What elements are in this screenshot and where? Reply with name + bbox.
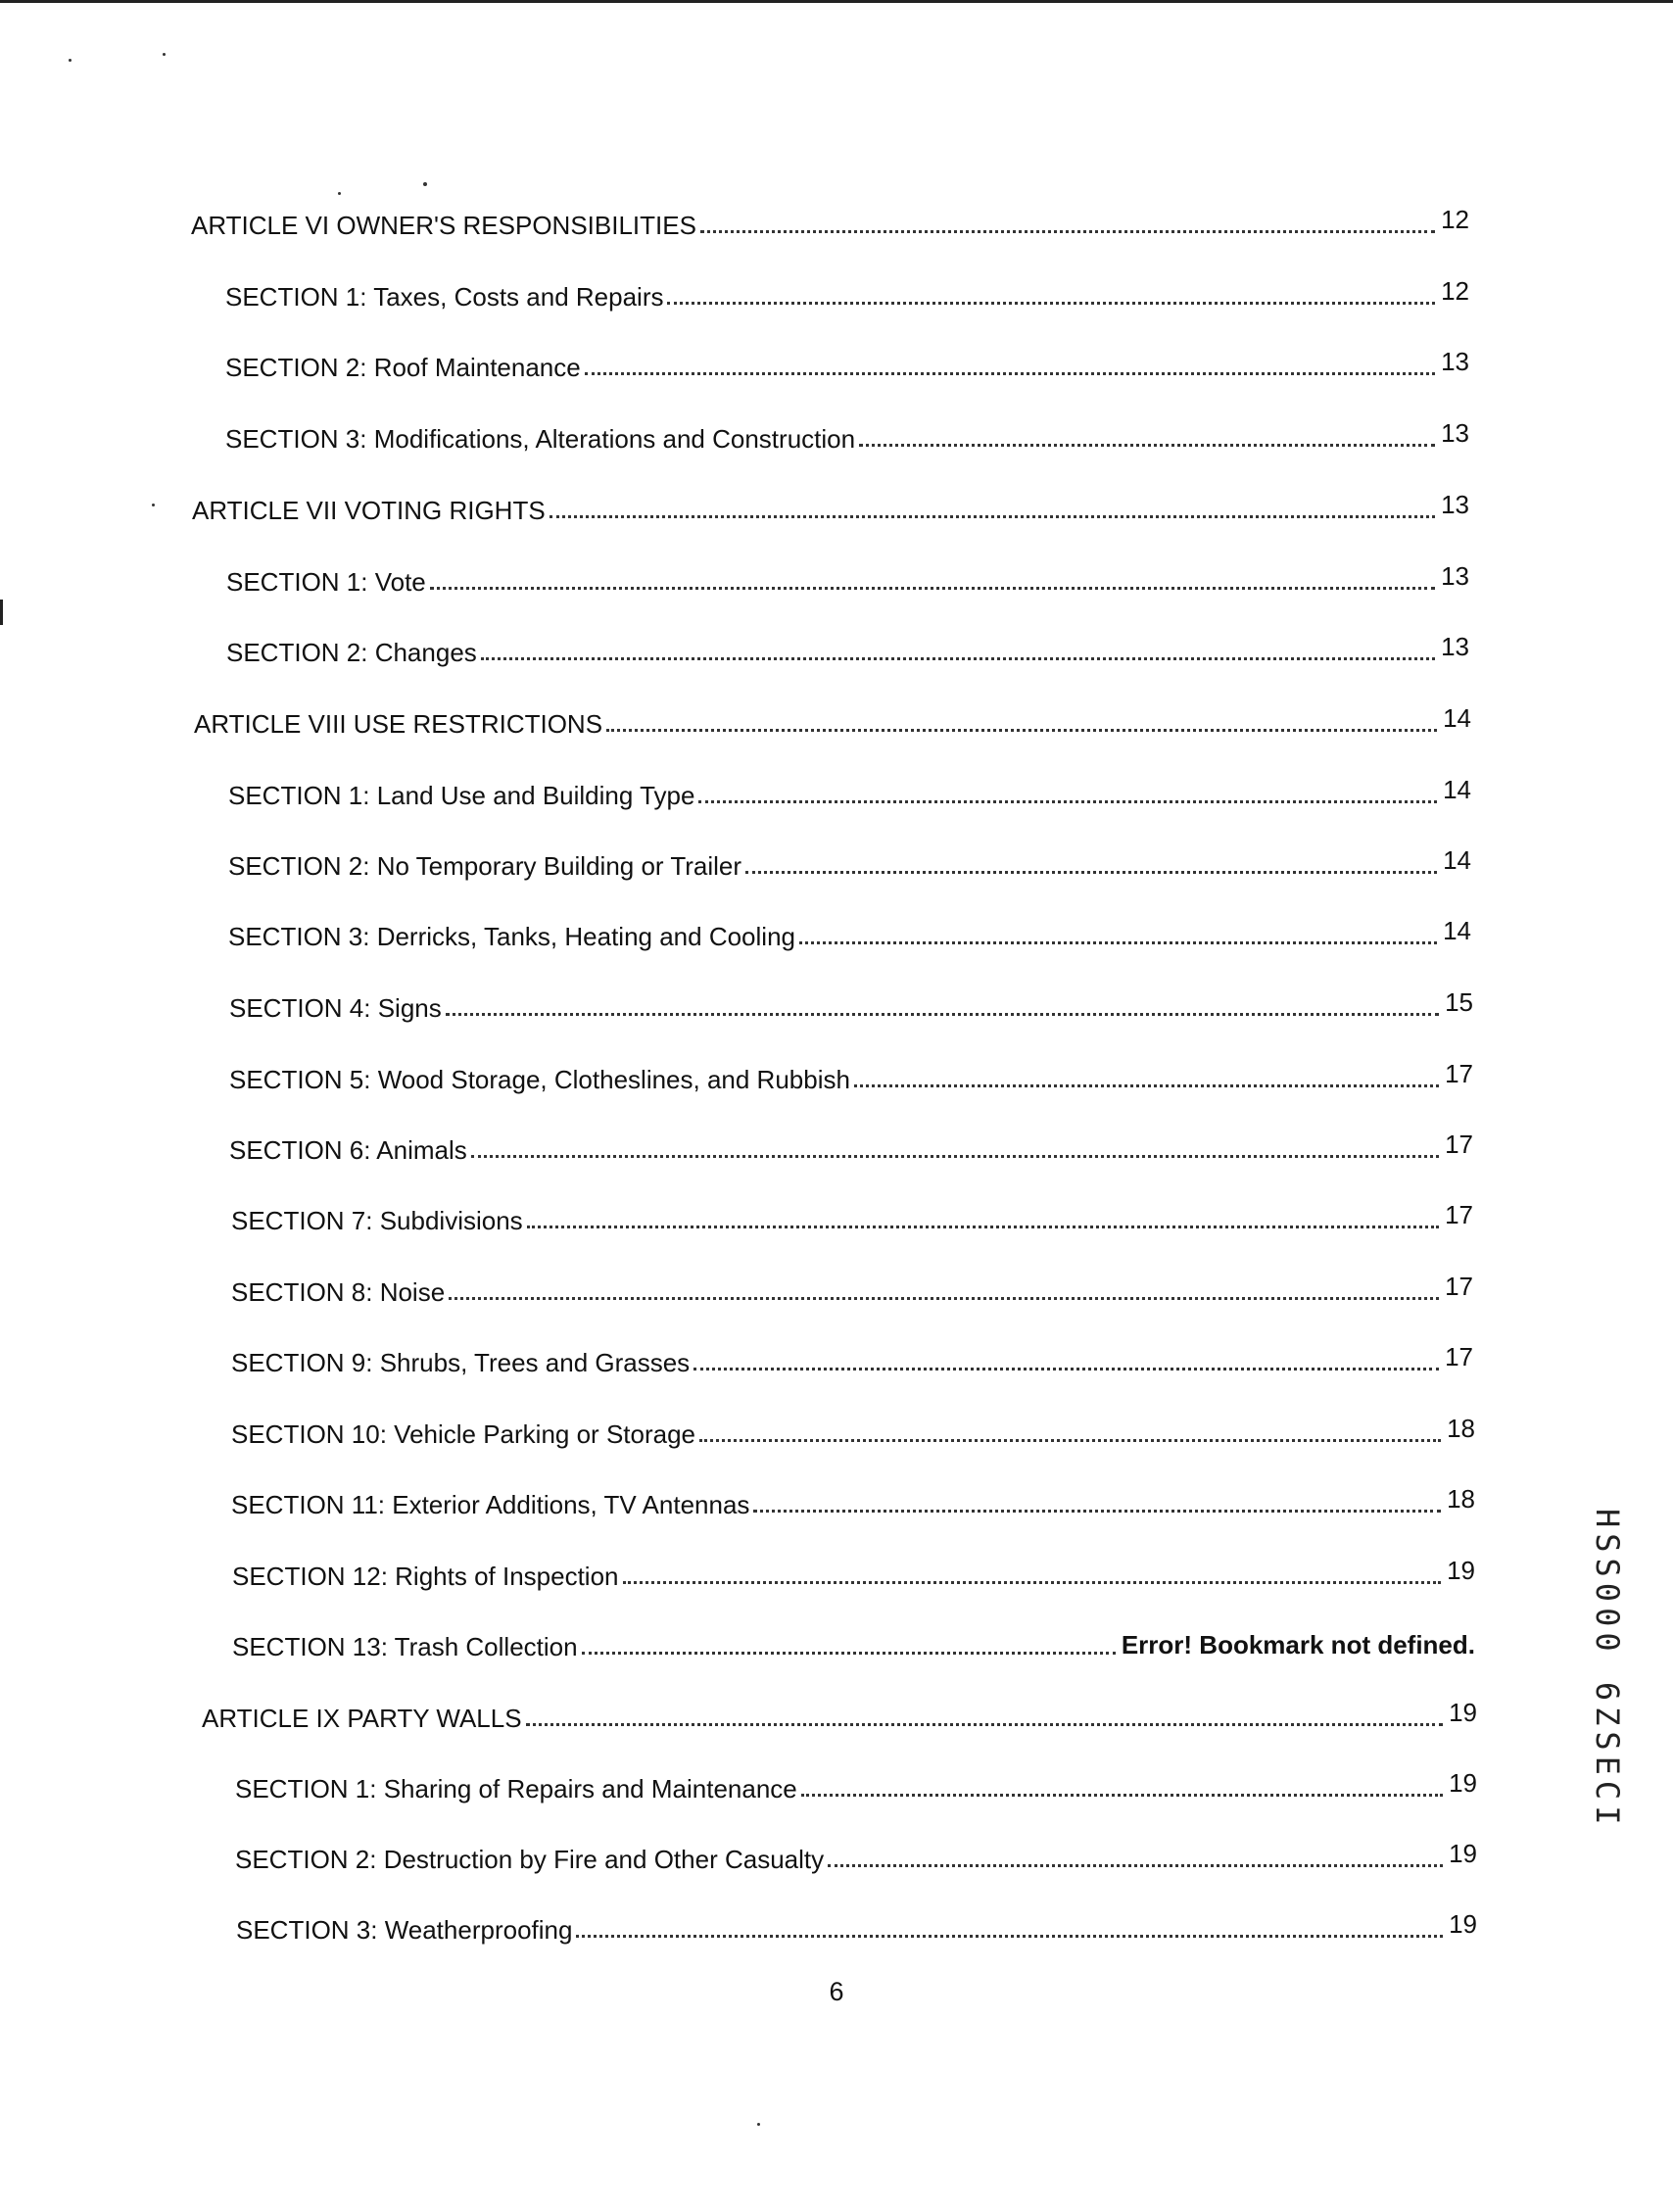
toc-section-entry [231,1339,1473,1378]
toc-page-number: 14 [1443,703,1471,733]
toc-entry-label: ARTICLE VII VOTING RIGHTS [192,496,546,525]
toc-page-number: 19 [1449,1839,1477,1868]
toc-page-number: 18 [1447,1414,1475,1443]
toc-dot-leader [527,1226,1439,1228]
page-number: 6 [829,1977,844,2006]
toc-article-entry [192,487,1469,526]
toc-section-entry [228,913,1471,952]
toc-dot-leader [799,941,1437,944]
toc-page-number: 13 [1441,561,1469,591]
toc-dot-leader [550,515,1435,518]
toc-dot-leader [700,230,1435,233]
toc-page-number: 17 [1445,1272,1473,1301]
toc-entry-label: SECTION 2: Roof Maintenance [225,353,581,382]
toc-entry-label: SECTION 3: Weatherproofing [236,1915,573,1945]
toc-page-number: 13 [1441,632,1469,661]
toc-entry-label: ARTICLE IX PARTY WALLS [202,1704,522,1733]
toc-section-entry [229,1127,1473,1166]
toc-entry-label: SECTION 1: Vote [226,567,426,597]
toc-section-entry [229,985,1473,1024]
toc-entry-label: SECTION 6: Animals [229,1135,467,1165]
toc-section-entry [229,1056,1473,1095]
toc-dot-leader [449,1297,1439,1300]
toc-entry-label: ARTICLE VIII USE RESTRICTIONS [194,709,603,739]
toc-page-number: 17 [1445,1130,1473,1159]
toc-dot-leader [828,1864,1443,1867]
toc-entry-label: SECTION 13: Trash Collection [232,1632,578,1661]
toc-section-entry [231,1481,1475,1520]
toc-error-message: Error! Bookmark not defined. [1121,1630,1475,1659]
toc-dot-leader [446,1013,1439,1016]
toc-dot-leader [623,1581,1442,1584]
toc-section-entry [228,842,1471,882]
toc-page-number: 19 [1449,1698,1477,1727]
toc-section-entry [225,344,1469,383]
toc-entry-label: SECTION 5: Wood Storage, Clotheslines, and Rubbish [229,1065,850,1094]
toc-article-entry [191,202,1469,241]
toc-entry-label: SECTION 10: Vehicle Parking or Storage [231,1419,696,1449]
toc-page-number: 14 [1443,845,1471,875]
toc-dot-leader [481,657,1435,660]
toc-entry-label: SECTION 1: Taxes, Costs and Repairs [225,282,664,312]
toc-entry-label: SECTION 2: No Temporary Building or Trailer [228,851,742,881]
toc-section-entry [235,1836,1477,1875]
toc-dot-leader [745,871,1437,874]
toc-entry-label: SECTION 1: Land Use and Building Type [228,781,695,810]
toc-page-number: 13 [1441,490,1469,519]
toc-entry-label: ARTICLE VI OWNER'S RESPONSIBILITIES [191,211,696,240]
toc-dot-leader [430,587,1435,590]
toc-dot-leader [471,1155,1439,1158]
toc-entry-label: SECTION 11: Exterior Additions, TV Antennas [231,1490,750,1519]
toc-section-entry [235,1765,1477,1804]
toc-section-entry [228,772,1471,811]
toc-section-entry [236,1906,1477,1946]
toc-page-number: 12 [1441,205,1469,234]
toc-page-number: 18 [1447,1484,1475,1514]
toc-dot-leader [585,372,1435,375]
toc-dot-leader [801,1794,1443,1797]
toc-dot-leader [606,729,1437,732]
toc-entry-label: SECTION 12: Rights of Inspection [232,1562,619,1591]
toc-dot-leader [693,1368,1439,1370]
toc-entry-label: SECTION 1: Sharing of Repairs and Maintenance [235,1774,797,1803]
toc-section-entry [231,1197,1473,1236]
toc-page-number: 19 [1449,1768,1477,1798]
bates-number-stamp: HSS000 6ZSECI [1589,1509,1626,1831]
toc-page-number: 17 [1445,1059,1473,1088]
toc-entry-label: SECTION 3: Modifications, Alterations and Construction [225,424,856,454]
toc-dot-leader [576,1935,1443,1938]
toc-dot-leader [667,302,1435,305]
toc-dot-leader [698,800,1437,803]
toc-page-number: 17 [1445,1342,1473,1371]
toc-page-number: 13 [1441,418,1469,448]
toc-dot-leader [859,444,1435,447]
toc-section-entry [232,1623,1475,1662]
toc-section-entry [225,273,1469,313]
toc-page-number: 19 [1447,1556,1475,1585]
toc-article-entry [202,1695,1477,1734]
toc-entry-label: SECTION 2: Changes [226,638,477,667]
toc-entry-label: SECTION 8: Noise [231,1277,446,1307]
toc-dot-leader [526,1723,1444,1726]
toc-dot-leader [582,1652,1116,1655]
toc-section-entry [232,1553,1475,1592]
toc-entry-label: SECTION 7: Subdivisions [231,1206,523,1235]
toc-dot-leader [854,1084,1439,1087]
toc-page-number: 14 [1443,775,1471,804]
toc-article-entry [194,700,1471,740]
toc-dot-leader [699,1439,1441,1442]
toc-entry-label: SECTION 4: Signs [229,993,442,1023]
toc-page-number: 13 [1441,347,1469,376]
toc-section-entry [226,629,1469,668]
toc-section-entry [226,558,1469,598]
toc-entry-label: SECTION 3: Derricks, Tanks, Heating and Cooling [228,922,795,951]
toc-section-entry [225,415,1469,455]
toc-entry-label: SECTION 9: Shrubs, Trees and Grasses [231,1348,691,1377]
toc-page-number: 12 [1441,276,1469,306]
toc-entry-label: SECTION 2: Destruction by Fire and Other Casualty [235,1845,825,1874]
toc-section-entry [231,1411,1475,1450]
toc-page-number: 15 [1445,987,1473,1017]
toc-page-number: 17 [1445,1200,1473,1229]
toc-page-number: 14 [1443,916,1471,945]
toc-section-entry [231,1269,1473,1308]
toc-dot-leader [753,1510,1441,1513]
toc-page-number: 19 [1449,1909,1477,1939]
